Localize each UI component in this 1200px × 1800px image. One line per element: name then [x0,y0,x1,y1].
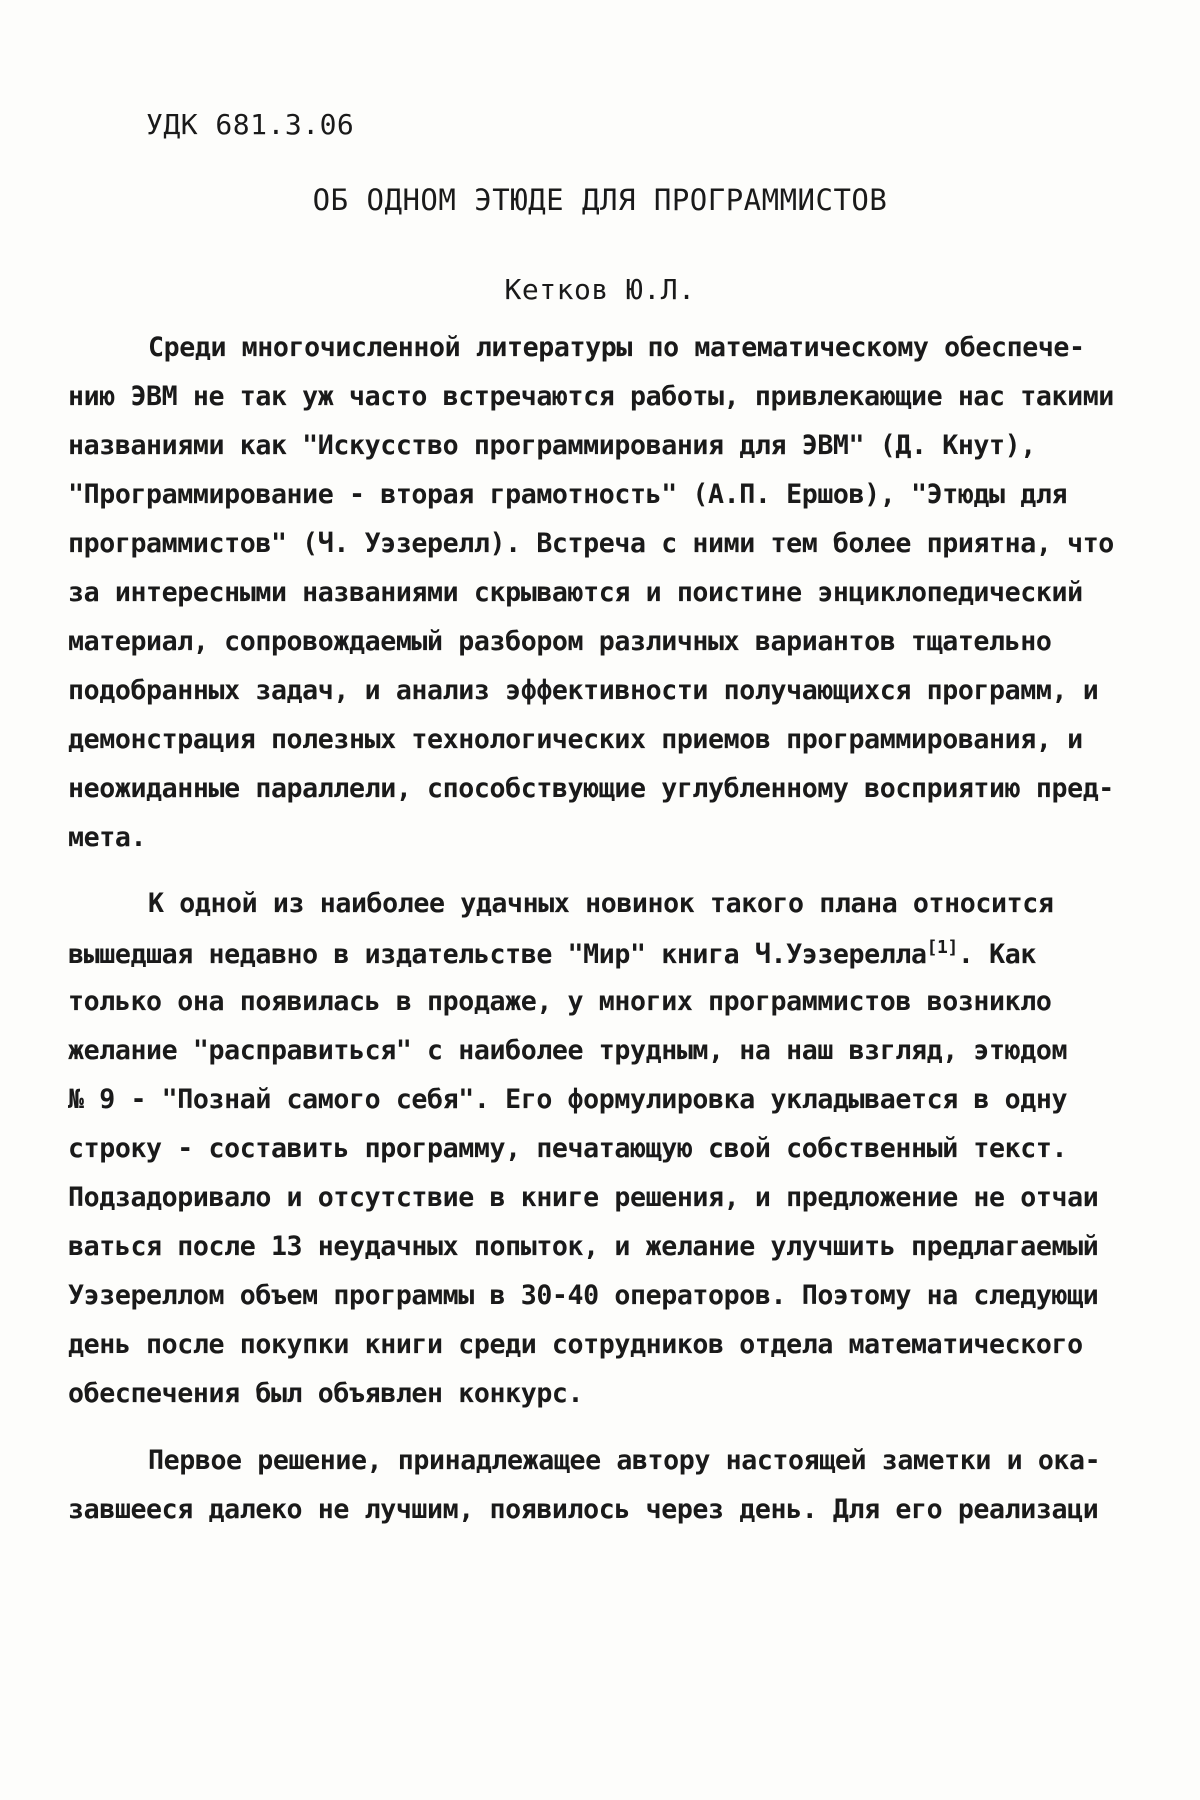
udc-code: УДК 681.3.06 [146,108,355,141]
paragraph-2-line-1: К одной из наиболее удачных новинок такого плана относится [148,888,1054,919]
line-text-tail: . Как [957,939,1036,970]
paragraph-1-line-11: мета. [68,822,147,853]
paragraph-1-line-8: подобранных задач, и анализ эффективности получающихся программ, и [68,675,1099,706]
paragraph-1-line-9: демонстрация полезных технологических приемов программирования, и [68,724,1083,755]
paragraph-3-line-2: завшееся далеко не лучшим, появилось через день. Для его реализаци [68,1494,1099,1525]
paragraph-2-line-9: Уэзереллом объем программы в 30-40 операторов. Поэтому на следующи [68,1280,1099,1311]
paragraph-1-line-4: "Программирование - вторая грамотность" (А.П. Ершов), "Этюды для [68,479,1068,510]
paragraph-3-line-1: Первое решение, принадлежащее автору настоящей заметки и ока- [148,1445,1101,1476]
paragraph-2-line-10: день после покупки книги среди сотрудников отдела математического [68,1329,1083,1360]
paragraph-2-line-2 [68,939,1036,971]
paragraph-1-line-10: неожиданные параллели, способствующие углубленному восприятию пред- [68,773,1114,804]
author-name: Кетков Ю.Л. [504,273,696,306]
line-text: вышедшая недавно в издательстве "Мир" книга Ч.Уэзерелла [68,939,927,970]
paragraph-2-line-7: Подзадоривало и отсутствие в книге решения, и предложение не отчаи [68,1182,1099,1213]
paragraph-2-line-4: желание "расправиться" с наиболее трудным, на наш взгляд, этюдом [68,1035,1068,1066]
paragraph-2-line-5: № 9 - "Познай самого себя". Его формулировка укладывается в одну [68,1084,1068,1115]
paragraph-2-line-6: строку - составить программу, печатающую свой собственный текст. [68,1133,1068,1164]
paragraph-1-line-5: программистов" (Ч. Уэзерелл). Встреча с ними тем более приятна, что [68,528,1114,559]
reference-marker: [1] [926,937,958,959]
paragraph-2-line-3: только она появилась в продаже, у многих программистов возникло [68,986,1052,1017]
paragraph-1-line-6: за интересными названиями скрываются и поистине энциклопедический [68,577,1083,608]
paragraph-1-line-3: названиями как "Искусство программирования для ЭВМ" (Д. Кнут), [68,430,1036,461]
paragraph-1-line-7: материал, сопровождаемый разбором различных вариантов тщательно [68,626,1052,657]
article-title: ОБ ОДНОМ ЭТЮДЕ ДЛЯ ПРОГРАММИСТОВ [312,183,888,217]
paragraph-2-line-11: обеспечения был объявлен конкурс. [68,1378,584,1409]
paragraph-1-line-2: нию ЭВМ не так уж часто встречаются работы, привлекающие нас такими [68,381,1114,412]
paragraph-1-line-1: Среди многочисленной литературы по математическому обеспече- [148,332,1085,363]
paragraph-2-line-8: ваться после 13 неудачных попыток, и желание улучшить предлагаемый [68,1231,1099,1262]
